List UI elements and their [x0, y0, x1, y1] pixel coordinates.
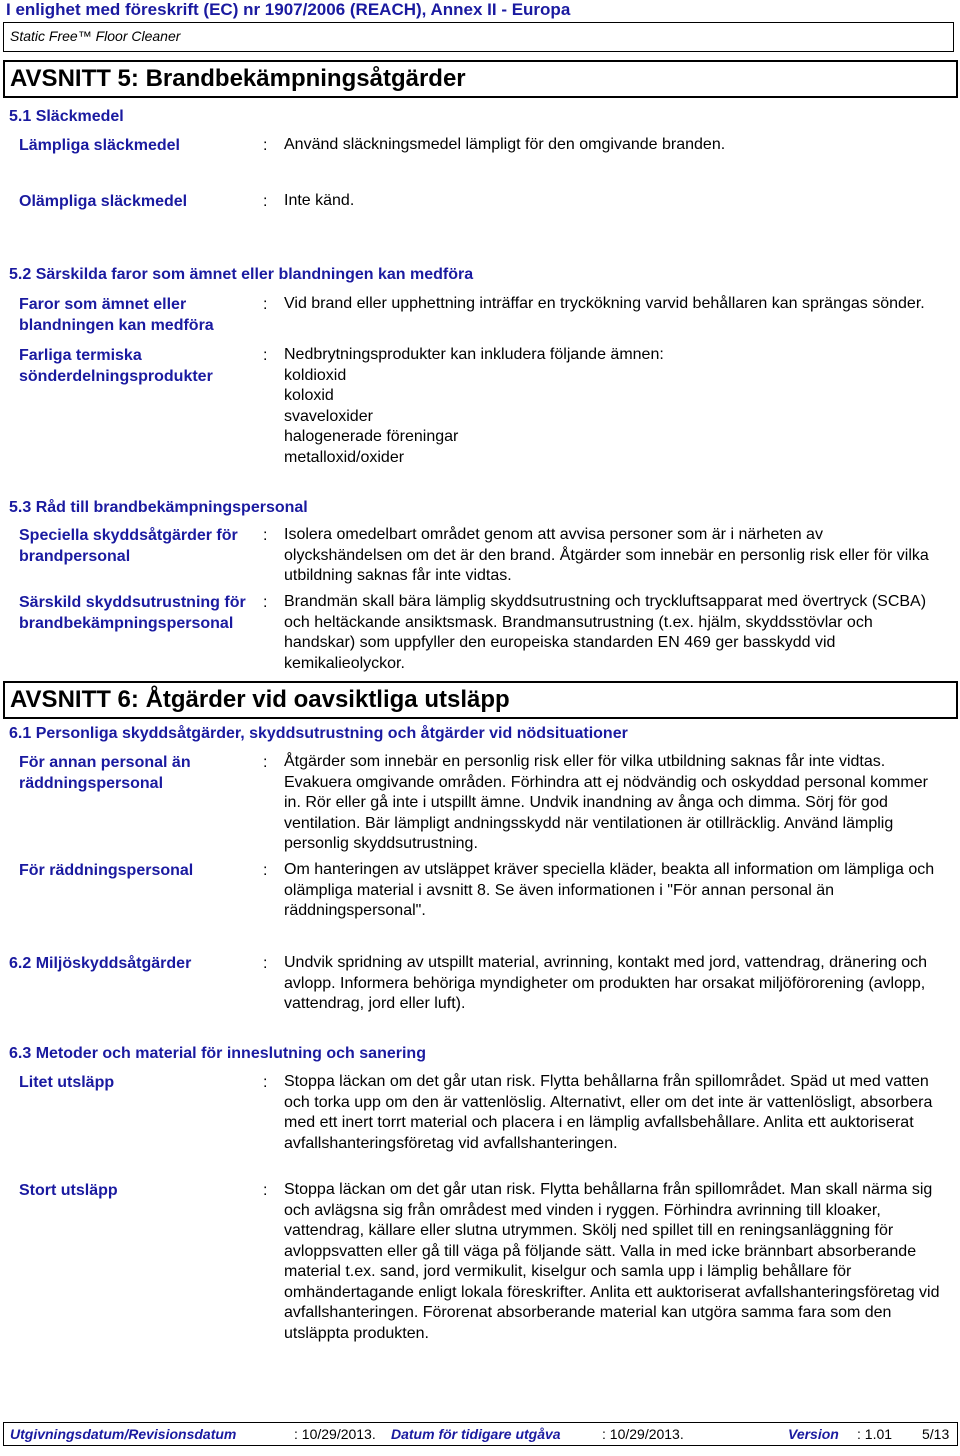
subsection-6-3-heading: 6.3 Metoder och material för inneslutning och sanering [9, 1045, 426, 1062]
protective-equipment-value: Brandmän skall bära lämplig skyddsutrustning och tryckluftsapparat med övertryck (SCBA) och heltäckande ansiktsmask. Brandmansutrustning (t.ex. hjälm, skyddsstövlar och handskar) som uppfyller den europeiska standarden EN 469 ger basskydd vid kemikalieolyckor. [284, 593, 927, 672]
colon: : [263, 955, 268, 972]
section-6-title: AVSNITT 6: Åtgärder vid oavsiktliga utsläpp [3, 681, 958, 719]
colon: : [263, 296, 268, 313]
colon: : [263, 1182, 268, 1199]
list-item: koldioxid [284, 366, 347, 384]
colon: : [263, 193, 268, 210]
list-item: halogenerade föreningar [284, 428, 459, 445]
emergency-responders-value: Om hanteringen av utsläppet kräver speciella kläder, beakta all information om lämpliga och olämpliga material i avsnitt 8. Se även informationen i "För annan personal än räddningspersonal". [284, 861, 935, 919]
non-emergency-label: För annan personal än räddningspersonal [19, 754, 191, 792]
suitable-extinguishing-value: Använd släckningsmedel lämpligt för den omgivande branden. [284, 136, 726, 153]
large-spill-label: Stort utsläpp [19, 1182, 118, 1199]
colon: : [263, 347, 268, 364]
colon: : [263, 527, 268, 544]
previous-date-label: Datum för tidigare utgåva [391, 1426, 561, 1442]
issue-date-label: Utgivningsdatum/Revisionsdatum [10, 1426, 237, 1442]
hazards-label: Faror som ämnet eller blandningen kan medföra [19, 296, 214, 334]
thermal-decomposition-label: Farliga termiska sönderdelningsprodukter [19, 347, 213, 385]
subsection-6-1-heading: 6.1 Personliga skyddsåtgärder, skyddsutrustning och åtgärder vid nödsituationer [9, 725, 628, 742]
subsection-5-2-heading: 5.2 Särskilda faror som ämnet eller blandningen kan medföra [9, 266, 474, 283]
unsuitable-extinguishing-value: Inte känd. [284, 192, 355, 209]
small-spill-label: Litet utsläpp [19, 1074, 115, 1091]
page-number: 5/13 [922, 1426, 950, 1442]
footer [3, 1422, 958, 1446]
suitable-extinguishing-label: Lämpliga släckmedel [19, 137, 180, 154]
non-emergency-value: Åtgärder som innebär en personlig risk eller för vilka utbildning saknas får inte vidtas. Evakuera omgivande områden. Förhindra att ej nödvändig och oskyddad personal kommer in. Rör eller gå inte i utspillt ämne. Undvik inandning av ånga och dimma. Sörj för god ventilation. Bär lämpligt andningsskydd när ventilationen är otillräcklig. Använd lämplig personlig skyddsutrustning. [284, 753, 928, 852]
small-spill-value: Stoppa läckan om det går utan risk. Flytta behållarna från spillområdet. Späd ut med vatten och torka upp om den är vattenlöslig. Alternativt, eller om det inte är vattenlösligt, absorbera med ett inert torrt material och placera i en lämplig avfallsbehållare. Anlita ett auktoriserat avfallshanteringsföretag vid avfallshanteringen. [284, 1073, 933, 1152]
list-item: metalloxid/oxider [284, 448, 405, 466]
document-title: I enlighet med föreskrift (EC) nr 1907/2006 (REACH), Annex II - Europa [6, 0, 571, 19]
section-5-title: AVSNITT 5: Brandbekämpningsåtgärder [3, 60, 958, 98]
colon: : [263, 137, 268, 154]
colon: : [263, 862, 268, 879]
product-name: Static Free™ Floor Cleaner [3, 22, 954, 52]
list-item: koloxid [284, 387, 334, 404]
version-label: Version [788, 1426, 839, 1442]
colon: : [263, 1074, 268, 1091]
environmental-precautions-label: 6.2 Miljöskyddsåtgärder [9, 955, 192, 972]
subsection-5-3-heading: 5.3 Råd till brandbekämpningspersonal [9, 499, 308, 516]
hazards-value: Vid brand eller upphettning inträffar en tryckökning varvid behållaren kan sprängas sönder. [284, 295, 925, 312]
special-protective-value: Isolera omedelbart området genom att avvisa personer som är i närheten av olyckshändelsen om det är den brand. Åtgärder som innebär en personlig risk eller för vilka utbildning saknas får inte vidtas. [284, 526, 929, 584]
large-spill-value: Stoppa läckan om det går utan risk. Flytta behållarna från spillområdet. Man skall närma sig och avlägsna sig från områdest med vinden i ryggen. Förhindra avrinning till kloaker, vattendrag, källare eller slutna utrymmen. Skölj ned spillet till en reningsanläggning för avloppsvatten eller gå till väga på följande sätt. Valla in med icke brännbart absorberande material t.ex. sand, jord vermikulit, kiselgur och samla upp i lämplig behållare för omhändertagande enligt lokala föreskrifter. Anlita ett auktoriserat avfallshanteringsföretag vid avfallshanteringen. Förorenat absorberande material kan utgöra samma fara som den utsläppta produkten. [284, 1181, 940, 1342]
thermal-decomposition-value [284, 345, 944, 468]
version-value: : 1.01 [857, 1426, 893, 1442]
protective-equipment-label: Särskild skyddsutrustning för brandbekämpningspersonal [19, 594, 246, 632]
thermal-intro: Nedbrytningsprodukter kan inkludera följande ämnen: [284, 346, 664, 363]
emergency-responders-label: För räddningspersonal [19, 862, 194, 879]
colon: : [263, 754, 268, 771]
environmental-precautions-value: Undvik spridning av utspillt material, avrinning, kontakt med jord, vattendrag, dränering och avlopp. Informera behöriga myndigheter om produkten har orsakat miljöförorening (avlopp, vattendrag, jord eller luft). [284, 954, 927, 1012]
special-protective-label: Speciella skyddsåtgärder för brandpersonal [19, 527, 238, 565]
previous-date-value: : 10/29/2013. [602, 1426, 684, 1442]
list-item: svaveloxider [284, 407, 373, 425]
subsection-5-1-heading: 5.1 Släckmedel [9, 108, 124, 125]
unsuitable-extinguishing-label: Olämpliga släckmedel [19, 193, 188, 210]
issue-date-value: : 10/29/2013. [294, 1426, 376, 1442]
colon: : [263, 594, 268, 611]
